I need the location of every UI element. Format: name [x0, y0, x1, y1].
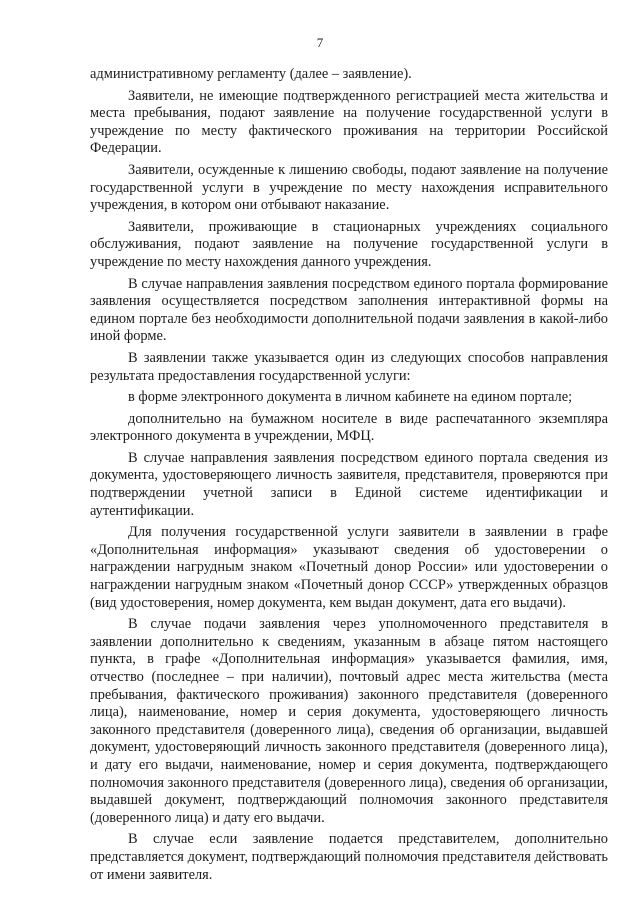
paragraph-representative-authority: В случае если заявление подается представителем, дополнительно представляется документ, подтверждающий полномочия представителя действовать от имени заявителя.: [90, 831, 608, 883]
paragraph-no-registration: Заявители, не имеющие подтвержденного регистрацией места жительства и места пребывания, подают заявление на получение государственной услуги в учреждение по месту фактического проживания на территории Российской Федерации.: [90, 87, 608, 157]
paragraph-continuation: административному регламенту (далее – заявление).: [90, 66, 412, 82]
paragraph-single-portal-form: В случае направления заявления посредством единого портала формирование заявления осуществляется посредством заполнения интерактивной формы на едином портале без необходимости дополнительной подачи заявления в какой-либо иной форме.: [90, 275, 608, 345]
paragraph-result-methods: В заявлении также указывается один из следующих способов направления результата предоставления государственной услуги:: [90, 349, 608, 384]
paragraph-electronic-document: в форме электронного документа в личном кабинете на едином портале;: [128, 389, 573, 406]
paragraph-representative-details: В случае подачи заявления через уполномоченного представителя в заявлении дополнительно к сведениям, указанным в абзаце пятом настоящего пункта, в графе «Дополнительная информация» указывается фамилия, имя, отчество (последнее – при наличии), почтовый адрес места жительства (места пребывания, фактического проживания) законного представителя (доверенного лица), наименование, номер и серия документа, удостоверяющего личность законного представителя (доверенного лица), сведения об организации, выдавшей документ, удостоверяющий личность законного представителя (доверенного лица), и дату его выдачи, наименование, номер и серия документа, подтверждающего полномочия законного представителя (доверенного лица), сведения об организации, выдавшей документ, подтверждающий полномочия законного представителя (доверенного лица) и дату его выдачи.: [90, 616, 608, 826]
paragraph-paper-copy: дополнительно на бумажном носителе в виде распечатанного экземпляра электронного документа в учреждении, МФЦ.: [90, 410, 608, 445]
paragraph-stationary-institutions: Заявители, проживающие в стационарных учреждениях социального обслуживания, подают заявление на получение государственной услуги в учреждение по месту нахождения данного учреждения.: [90, 218, 608, 270]
page-number: 7: [316, 35, 324, 50]
paragraph-convicted: Заявители, осужденные к лишению свободы, подают заявление на получение государственной услуги в учреждение по месту нахождения исправительного учреждения, в котором они отбывают наказание.: [90, 161, 608, 214]
paragraph-donor-certificate: Для получения государственной услуги заявители в заявлении в графе «Дополнительная информация» указывают сведения об удостоверении о награждении нагрудным знаком «Почетный донор России» или удостоверении о награждении нагрудным знаком «Почетный донор СССР» утвержденных образцов (вид удостоверения, номер документа, кем выдан документ, дата его выдачи).: [90, 524, 608, 611]
body-text: [90, 66, 608, 884]
paragraph-identity-verification: В случае направления заявления посредством единого портала сведения из документа, удостоверяющего личность заявителя, представителя, проверяются при подтверждении учетной записи в Единой системе идентификации и аутентификации.: [90, 449, 608, 519]
